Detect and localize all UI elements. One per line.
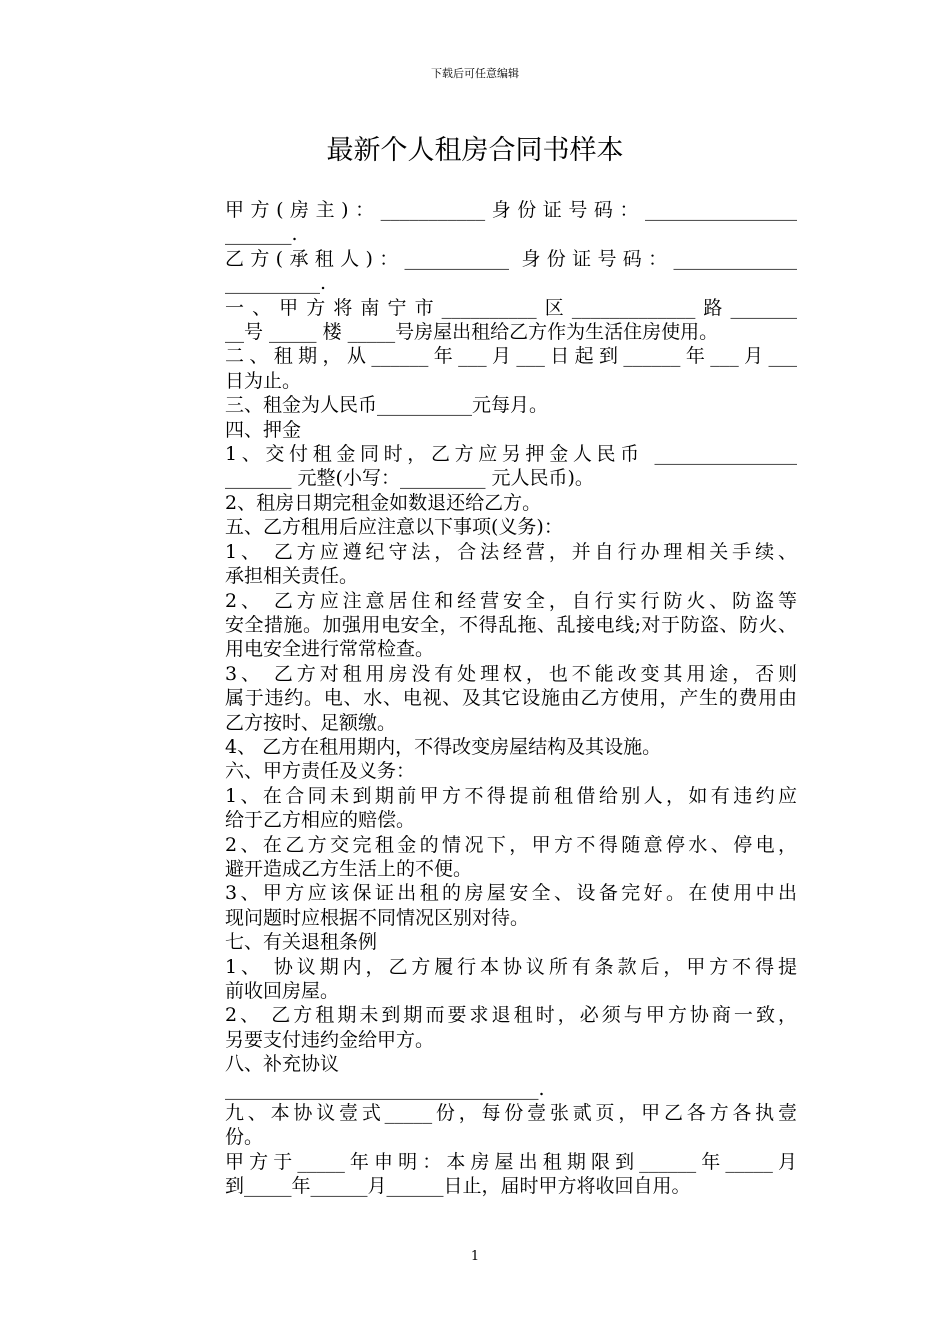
contract-paragraph	[145, 1052, 797, 1076]
contract-paragraph	[145, 759, 797, 783]
contract-paragraph	[145, 1101, 797, 1150]
contract-paragraph	[145, 833, 797, 882]
paragraph-line: 1、交付租金同时，乙方应另押金人民币 _______________	[225, 443, 797, 466]
paragraph-line: 现问题时应根据不同情况区别对待。	[225, 906, 530, 929]
paragraph-line: _________________________________.	[225, 1077, 545, 1100]
contract-paragraph	[145, 247, 797, 296]
paragraph-line: 二、租期，从______年___月___日起到______年___月___	[225, 345, 797, 368]
contract-body	[145, 198, 797, 1199]
paragraph-line: 四、押金	[225, 418, 302, 441]
contract-paragraph	[145, 662, 797, 735]
paragraph-line: 甲方(房主)：___________身份证号码：________________	[225, 199, 797, 221]
contract-paragraph	[145, 540, 797, 589]
contract-paragraph	[145, 589, 797, 662]
contract-paragraph	[145, 491, 797, 515]
paragraph-line: 2、 乙方应注意居住和经营安全，自行实行防火、防盗等	[225, 589, 797, 612]
contract-paragraph	[145, 198, 797, 247]
paragraph-line: 3、 乙方对租用房没有处理权，也不能改变其用途，否则	[225, 662, 797, 685]
contract-paragraph	[145, 1150, 797, 1199]
paragraph-line: 4、 乙方在租用期内，不得改变房屋结构及其设施。	[225, 735, 662, 758]
contract-paragraph	[145, 442, 797, 491]
paragraph-line: 安全措施。加强用电安全，不得乱拖、乱接电线;对于防盗、防火、	[225, 613, 797, 636]
header-note: 下载后可任意编辑	[431, 67, 519, 80]
paragraph-line: 三、租金为人民币__________元每月。	[225, 394, 549, 417]
contract-paragraph	[145, 930, 797, 954]
paragraph-line: 2、 乙方租期未到期而要求退租时，必须与甲方协商一致，	[225, 1004, 797, 1027]
contract-paragraph	[145, 955, 797, 1004]
paragraph-line: 乙方(承租人)：___________ 身份证号码：_____________	[225, 247, 797, 270]
paragraph-line: 用电安全进行常常检查。	[225, 638, 435, 661]
contract-paragraph	[145, 881, 797, 930]
contract-paragraph	[145, 296, 797, 345]
paragraph-line: 避开造成乙方生活上的不便。	[225, 857, 473, 880]
paragraph-line: 九、本协议壹式_____份，每份壹张贰页，甲乙各方各执壹	[225, 1102, 797, 1125]
paragraph-line: _______ 元整(小写：_________ 元人民币)。	[225, 467, 594, 490]
paragraph-line: __________.	[225, 272, 327, 295]
paragraph-line: 2、租房日期完租金如数退还给乙方。	[225, 491, 542, 514]
paragraph-line: 一、甲方将南宁市__________区_____________路_______	[225, 296, 797, 319]
paragraph-line: 3、甲方应该保证出租的房屋安全、设备完好。在使用中出	[225, 882, 797, 905]
paragraph-line: 五、乙方租用后应注意以下事项(义务)：	[225, 516, 563, 539]
paragraph-line: 前收回房屋。	[225, 980, 340, 1002]
contract-paragraph	[145, 735, 797, 759]
paragraph-line: _______.	[225, 223, 298, 246]
paragraph-line: 1、在合同未到期前甲方不得提前租借给别人，如有违约应	[225, 784, 797, 807]
paragraph-line: 2、在乙方交完租金的情况下，甲方不得随意停水、停电，	[225, 833, 797, 856]
paragraph-line: 乙方按时、足额缴。	[225, 711, 397, 734]
paragraph-line: 1、 乙方应遵纪守法，合法经营，并自行办理相关手续、	[225, 540, 797, 563]
paragraph-line: 甲方于_____年申明：本房屋出租期限到______年_____月	[225, 1150, 797, 1173]
paragraph-line: 1、 协议期内，乙方履行本协议所有条款后，甲方不得提	[225, 955, 797, 978]
paragraph-line: 日为止。	[225, 369, 302, 392]
document-title: 最新个人租房合同书样本	[326, 135, 624, 166]
contract-paragraph	[145, 515, 797, 539]
paragraph-line: __号 _____ 楼 _____号房屋出租给乙方作为生活住房使用。	[225, 321, 719, 344]
paragraph-line: 承担相关责任。	[225, 565, 359, 588]
contract-paragraph	[145, 784, 797, 833]
paragraph-line: 六、甲方责任及义务：	[225, 760, 416, 783]
paragraph-line: 七、有关退租条例	[225, 931, 378, 954]
paragraph-line: 给于乙方相应的赔偿。	[225, 809, 416, 832]
contract-paragraph	[145, 1077, 797, 1101]
paragraph-line: 份。	[225, 1126, 264, 1149]
contract-paragraph	[145, 344, 797, 393]
paragraph-line: 属于违约。电、水、电视、及其它设施由乙方使用，产生的费用由	[225, 687, 797, 710]
page-number: 1	[470, 1249, 480, 1264]
paragraph-line: 另要支付违约金给甲方。	[225, 1028, 435, 1051]
contract-paragraph	[145, 393, 797, 417]
paragraph-line: 到_____年______月______日止，届时甲方将收回自用。	[225, 1175, 691, 1198]
contract-paragraph	[145, 418, 797, 442]
paragraph-line: 八、补充协议	[225, 1053, 340, 1076]
contract-paragraph	[145, 1003, 797, 1052]
